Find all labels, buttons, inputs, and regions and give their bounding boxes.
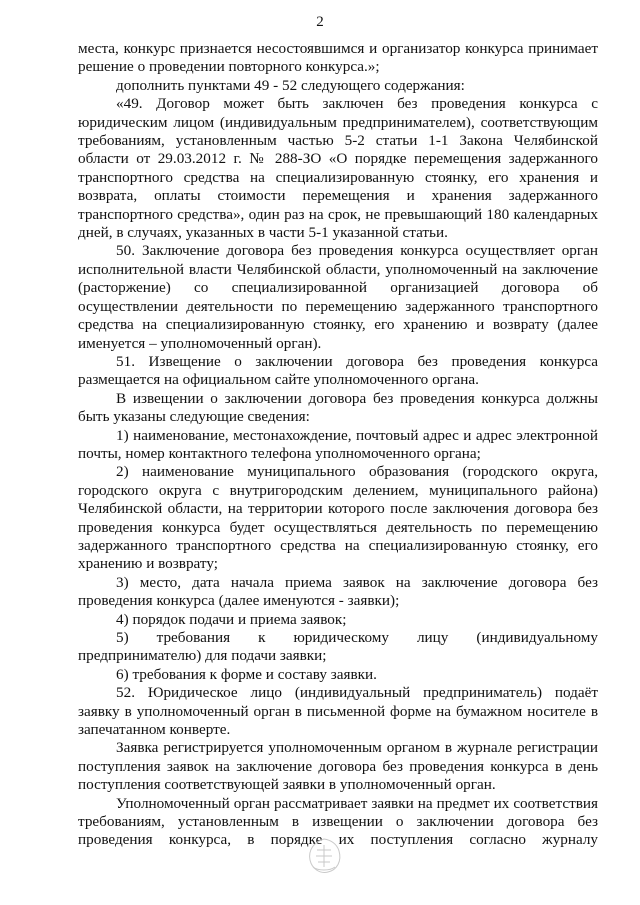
paragraph-notice-contents: В извещении о заключении договора без проведения конкурса должны быть указаны следующие сведения: <box>78 389 598 426</box>
paragraph-continuation: места, конкурс признается несостоявшимся и организатор конкурса принимает решение о проведении повторного конкурса.»; <box>78 40 598 76</box>
list-item-2: 2) наименование муниципального образования (городского округа, городского округа с внутригородским делением, муниципального района) Челябинской области, на территории которого после заключения договора без проведения конкурса будет осуществляться деятельность по перемещению задержанного транспортного средства на специализированную стоянку, его хранению и возврату; <box>78 463 598 573</box>
page-number: 2 <box>316 14 324 30</box>
list-item-5: 5) требования к юридическому лицу (индивидуальному предпринимателю) для подачи заявки; <box>78 629 598 665</box>
paragraph-amendment-intro: дополнить пунктами 49 - 52 следующего содержания: <box>116 76 465 94</box>
list-item-3: 3) место, дата начала приема заявок на заключение договора без проведения конкурса (далее именуются - заявки); <box>78 573 598 610</box>
list-item-6: 6) требования к форме и составу заявки. <box>116 665 377 683</box>
document-body <box>78 40 598 850</box>
list-item-4: 4) порядок подачи и приема заявок; <box>116 610 347 628</box>
list-item-1: 1) наименование, местонахождение, почтовый адрес и адрес электронной почты, номер контактного телефона уполномоченного органа; <box>78 426 598 462</box>
paragraph-item-49: «49. Договор может быть заключен без проведения конкурса с юридическим лицом (индивидуальным предпринимателем), соответствующим требованиям, установленным частью 5-2 статьи 1-1 Закона Челябинской области от 29.03.2012 г. № 288-ЗО «О порядке перемещения задержанного транспортного средства на специализированную стоянку, его хранения и возврата, оплаты стоимости перемещения и хранения задержанного транспортного средства», один раз на срок, не превышающий 180 календарных дней, в случаях, указанных в части 5-1 указанной статьи. <box>78 95 598 242</box>
paragraph-registration: Заявка регистрируется уполномоченным органом в журнале регистрации поступления заявок на заключение договора без проведения конкурса в день поступления соответствующей заявки в уполномоченный орган. <box>78 739 598 794</box>
paragraph-review: Уполномоченный орган рассматривает заявки на предмет их соответствия требованиям, установленным в извещении о заключении договора без проведения конкурса, в порядке их поступления согласно журналу <box>78 794 598 849</box>
stamp-mark <box>302 836 346 876</box>
paragraph-item-50: 50. Заключение договора без проведения конкурса осуществляет орган исполнительной власти Челябинской области, уполномоченный на заключение (расторжение) со специализированной организацией договора об осуществлении деятельности по перемещению задержанного транспортного средства на специализированную стоянку, его хранению и возврату (далее именуется – уполномоченный орган). <box>78 242 598 352</box>
paragraph-item-51: 51. Извещение о заключении договора без проведения конкурса размещается на официальном сайте уполномоченного органа. <box>78 352 598 389</box>
paragraph-item-52: 52. Юридическое лицо (индивидуальный предприниматель) подаёт заявку в уполномоченный орган в письменной форме на бумажном носителе в запечатанном конверте. <box>78 684 598 739</box>
